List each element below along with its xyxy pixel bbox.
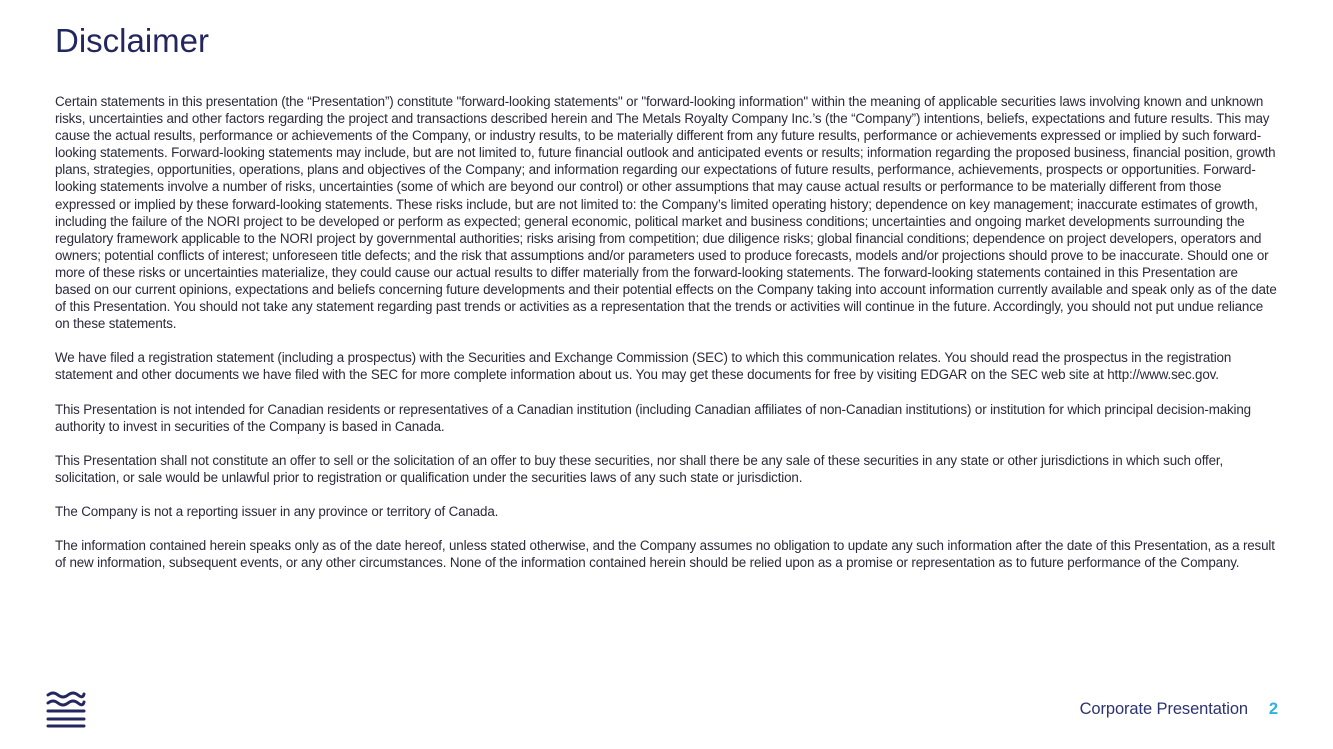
disclaimer-paragraph-no-offer: This Presentation shall not constitute an offer to sell or the solicitation of an offer to buy these securities, nor shall there be any sale of these securities in any state or other jurisdictions in which such offer, solicitation, or sale would be unlawful prior to registration or qualification under the securities laws of any such state or jurisdiction. xyxy=(55,452,1224,485)
disclaimer-paragraph-information-date: The information contained herein speaks only as of the date hereof, unless stated otherwise, and the Company assumes no obligation to update any such information after the date of this Presentation, as a result of new information, subsequent events, or any other circumstances. None of the information contained herein should be relied upon as a promise or representation as to future performance of the Company. xyxy=(55,537,1275,571)
disclaimer-body xyxy=(55,93,1277,588)
footer-presentation-label: Corporate Presentation xyxy=(1079,700,1248,718)
disclaimer-paragraph-registration: We have filed a registration statement (including a prospectus) with the Securities and Exchange Commission (SEC) to which this communication relates. You should read the prospectus in the registration statement and other documents we have filed with the SEC for more complete information about us. You may get these documents for free by visiting EDGAR on the SEC web site at http://www.sec.gov. xyxy=(55,350,1232,383)
page-title: Disclaimer xyxy=(55,22,210,59)
disclaimer-paragraph-canadian-residents: This Presentation is not intended for Canadian residents or representatives of a Canadian institution (including Canadian affiliates of non-Canadian institutions) or institution for which principal decision-making authority to invest in securities of the Company is based in Canada. xyxy=(55,401,1251,434)
disclaimer-paragraph-forward-looking: Certain statements in this presentation (the “Presentation”) constitute "forward-looking statements" or "forward-looking information" within the meaning of applicable securities laws involving known and unknown risks, uncertainties and other factors regarding the project and transactions described herein and The Metals Royalty Company Inc.’s (the “Company”) intentions, beliefs, expectations and future results. This may cause the actual results, performance or achievements of the Company, or industry results, to be materially different from any future results, performance or achievements expressed or implied by such forward-looking statements. Forward-looking statements may include, but are not limited to, future financial outlook and anticipated events or results; information regarding the proposed business, financial position, growth plans, strategies, opportunities, operations, plans and objectives of the Company; and information regarding our expectations of future results, performance, achievements, prospects or opportunities. Forward-looking statements involve a number of risks, uncertainties (some of which are beyond our control) or other assumptions that may cause actual results or performance to be materially different from those expressed or implied by these forward-looking statements. These risks include, but are not limited to: the Company’s limited operating history; dependence on key management; inaccurate estimates of growth, including the failure of the NORI project to be developed or perform as expected; general economic, political market and business conditions; uncertainties and ongoing market developments surrounding the regulatory framework applicable to the NORI project by governmental authorities; risks arising from competition; due diligence risks; global financial conditions; dependence on project developers, operators and owners; potential conflicts of interest; unforeseen title defects; and the risk that assumptions and/or parameters used to produce forecasts, models and/or projections should prove to be inaccurate. Should one or more of these risks or uncertainties materialize, they could cause our actual results to differ materially from the forward-looking statements. The forward-looking statements contained in this Presentation are based on our current opinions, expectations and beliefs concerning future developments and their potential effects on the Company taking into account information currently available and speak only as of the date of this Presentation. You should not take any statement regarding past trends or activities as a representation that the trends or activities will continue in the future. Accordingly, you should not put undue reliance on these statements. xyxy=(55,94,1277,332)
page-number: 2 xyxy=(1268,700,1278,718)
disclaimer-paragraph-reporting-issuer: The Company is not a reporting issuer in any province or territory of Canada. xyxy=(55,503,499,519)
waves-logo-icon xyxy=(46,689,86,729)
